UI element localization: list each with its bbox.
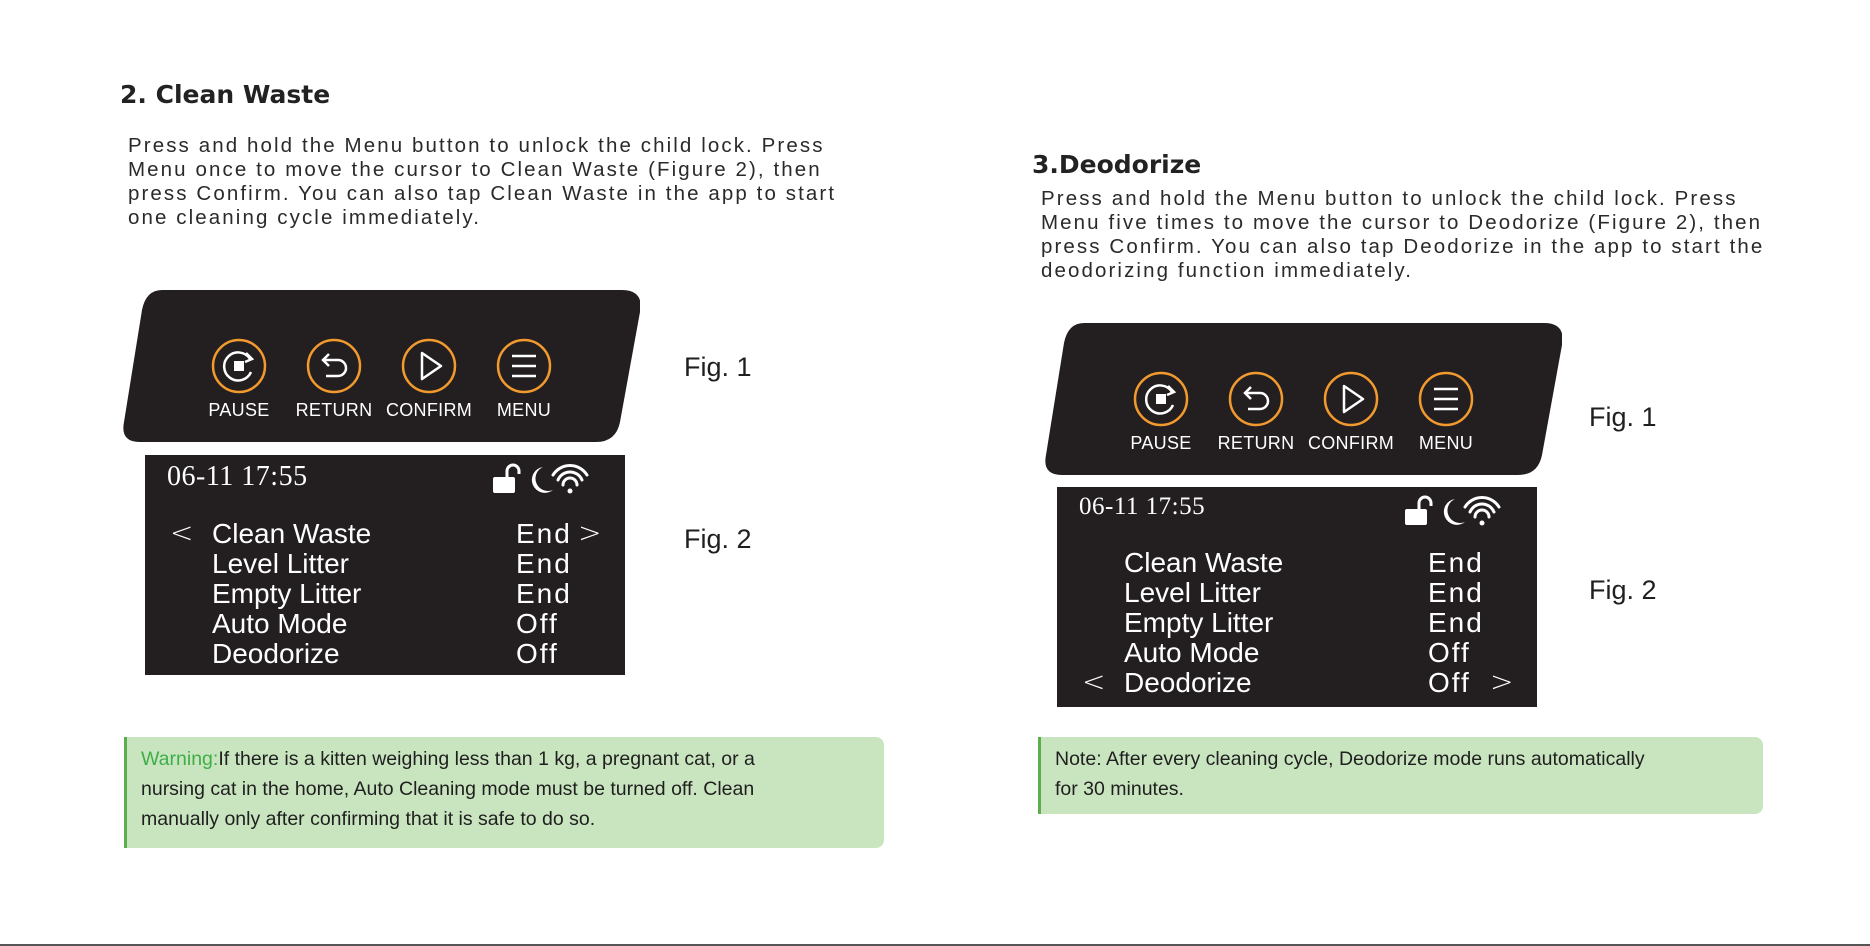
menu-row (145, 548, 625, 578)
row-value: Off (516, 608, 559, 639)
screen-time: 06-11 17:55 (1079, 493, 1206, 520)
display-screen-deodorize (1057, 487, 1537, 707)
row-name: Empty Litter (212, 578, 362, 609)
note-line: Note: After every cleaning cycle, Deodorize mode runs automatically (1055, 748, 1645, 770)
confirm-button[interactable] (1306, 371, 1396, 454)
row-name: Empty Litter (1124, 607, 1274, 638)
row-name: Level Litter (1124, 577, 1261, 608)
return-button[interactable] (1211, 371, 1301, 454)
instruction-line: Menu five times to move the cursor to Deodorize (Figure 2), then (1041, 211, 1763, 234)
row-value: End (1428, 547, 1484, 578)
warning-line: manually only after confirming that it is safe to do so. (141, 808, 596, 830)
instruction-line: one cleaning cycle immediately. (128, 206, 482, 229)
row-value: Off (1428, 667, 1471, 698)
display-screen-clean-waste (145, 455, 625, 675)
confirm-button[interactable] (384, 338, 474, 421)
row-value: Off (516, 638, 559, 669)
cursor-left-arrow: < (1082, 665, 1106, 698)
section-heading-deodorize: 3.Deodorize (1032, 150, 1202, 179)
menu-row (145, 518, 625, 548)
play-icon (401, 338, 457, 394)
warning-callout (124, 737, 884, 848)
pause-button[interactable] (1116, 371, 1206, 454)
menu-row (1057, 547, 1537, 577)
instruction-line: Press and hold the Menu button to unlock the child lock. Press (1041, 187, 1738, 210)
instruction-line: deodorizing function immediately. (1041, 259, 1414, 282)
return-label: RETURN (295, 400, 373, 420)
menu-row (1057, 577, 1537, 607)
return-button[interactable] (289, 338, 379, 421)
unlock-icon (1405, 497, 1431, 525)
cursor-left-arrow: < (170, 516, 194, 549)
instructions-deodorize (1041, 187, 1764, 283)
row-name: Deodorize (212, 638, 340, 669)
pause-label: PAUSE (208, 400, 270, 420)
return-label: RETURN (1217, 433, 1295, 453)
confirm-label: CONFIRM (385, 400, 473, 420)
figure-label: Fig. 2 (1589, 575, 1657, 605)
status-icons (1403, 495, 1503, 527)
instruction-line: Menu once to move the cursor to Clean Waste (Figure 2), then (128, 158, 822, 181)
section-heading-clean-waste: 2. Clean Waste (120, 80, 331, 109)
row-value: Off (1428, 637, 1471, 668)
cursor-right-arrow: > (578, 516, 602, 549)
control-panel-deodorize (1044, 323, 1562, 475)
row-name: Deodorize (1124, 667, 1252, 698)
row-name: Clean Waste (1124, 547, 1284, 578)
menu-row (1057, 607, 1537, 637)
pause-label: PAUSE (1130, 433, 1192, 453)
moon-icon (1444, 499, 1465, 525)
confirm-label: CONFIRM (1307, 433, 1395, 453)
menu-row (1057, 667, 1537, 697)
pause-icon (211, 338, 267, 394)
menu-icon (496, 338, 552, 394)
moon-icon (532, 467, 553, 493)
warning-label: Warning: (141, 748, 219, 770)
pause-icon (1133, 371, 1189, 427)
menu-row (145, 638, 625, 668)
instruction-line: Press and hold the Menu button to unlock the child lock. Press (128, 134, 825, 157)
screen-time: 06-11 17:55 (167, 461, 308, 492)
status-icons (491, 463, 591, 495)
menu-row (145, 608, 625, 638)
menu-row (145, 578, 625, 608)
menu-icon (1418, 371, 1474, 427)
instruction-line: press Confirm. You can also tap Clean Waste in the app to start (128, 182, 837, 205)
control-panel-clean-waste (122, 290, 640, 442)
row-name: Auto Mode (212, 608, 348, 639)
play-icon (1323, 371, 1379, 427)
warning-line: nursing cat in the home, Auto Cleaning mode must be turned off. Clean (141, 778, 755, 800)
row-value: End (516, 518, 572, 549)
return-icon (1228, 371, 1284, 427)
warning-line (141, 744, 870, 774)
wifi-icon (1465, 498, 1499, 526)
warning-text: If there is a kitten weighing less than 1 kg, a pregnant cat, or a (218, 748, 755, 770)
return-icon (306, 338, 362, 394)
note-callout (1038, 737, 1763, 814)
instruction-line: press Confirm. You can also tap Deodorize in the app to start the (1041, 235, 1765, 258)
row-value: End (516, 578, 572, 609)
row-value: End (1428, 607, 1484, 638)
row-name: Level Litter (212, 548, 349, 579)
figure-label: Fig. 1 (684, 352, 752, 382)
row-value: End (1428, 577, 1484, 608)
row-name: Auto Mode (1124, 637, 1260, 668)
unlock-icon (493, 465, 519, 493)
cursor-right-arrow: > (1490, 665, 1514, 698)
menu-button[interactable] (479, 338, 569, 421)
figure-label: Fig. 1 (1589, 402, 1657, 432)
instructions-clean-waste (128, 134, 836, 230)
wifi-icon (553, 466, 587, 494)
menu-row (1057, 637, 1537, 667)
row-value: End (516, 548, 572, 579)
menu-label: MENU (1418, 433, 1474, 453)
row-name: Clean Waste (212, 518, 372, 549)
pause-button[interactable] (194, 338, 284, 421)
note-line: for 30 minutes. (1055, 778, 1184, 800)
menu-button[interactable] (1401, 371, 1491, 454)
menu-label: MENU (496, 400, 552, 420)
figure-label: Fig. 2 (684, 524, 752, 554)
